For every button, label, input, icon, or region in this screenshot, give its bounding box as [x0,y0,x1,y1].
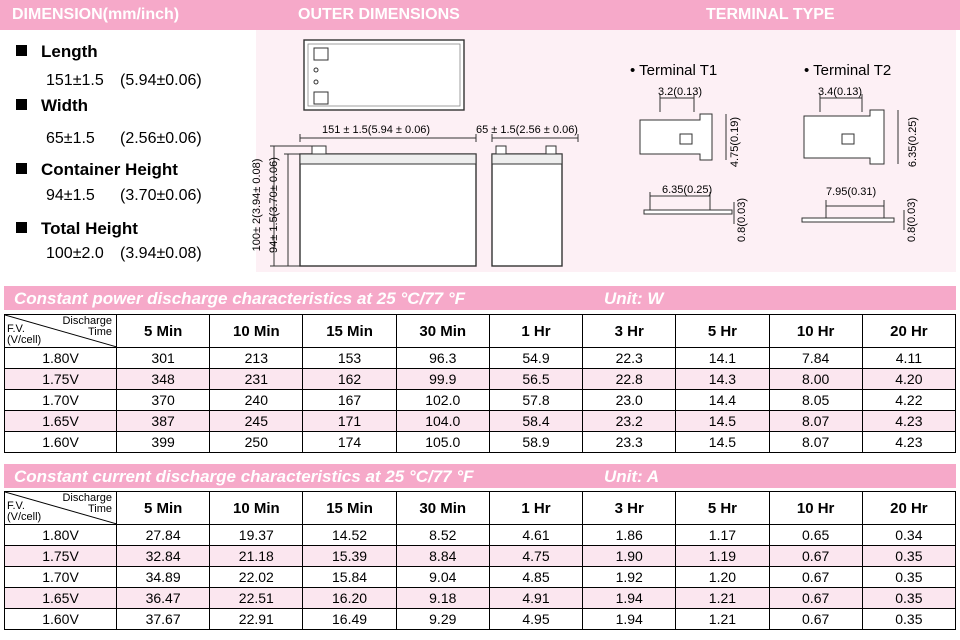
voltage-cell: 1.75V [5,546,117,567]
table-row [5,525,956,546]
value-cell: 58.9 [489,432,582,453]
value-cell: 231 [210,369,303,390]
value-cell: 99.9 [396,369,489,390]
value-cell: 14.5 [676,411,769,432]
terminal-t2-thickness: 0.8(0.03) [906,197,918,243]
corner-discharge-time-label: Discharge Time [62,315,112,338]
value-cell: 14.52 [303,525,396,546]
value-cell: 0.67 [769,609,862,630]
column-header: 10 Min [210,492,303,525]
length-inch: (5.94±0.06) [120,72,202,89]
column-header: 1 Hr [489,315,582,348]
value-cell: 0.65 [769,525,862,546]
corner-discharge-time-label: Discharge Time [62,492,112,515]
power-section-bar [4,286,956,310]
value-cell: 1.92 [583,567,676,588]
value-cell: 37.67 [117,609,210,630]
value-cell: 387 [117,411,210,432]
container-height-spec [16,160,178,180]
value-cell: 57.8 [489,390,582,411]
value-cell: 1.90 [583,546,676,567]
value-cell: 105.0 [396,432,489,453]
value-cell: 4.75 [489,546,582,567]
value-cell: 8.00 [769,369,862,390]
width-label: Width [41,96,89,115]
corner-final-voltage-label: F.V. (V/cell) [7,323,42,346]
value-cell: 7.84 [769,348,862,369]
value-cell: 4.95 [489,609,582,630]
table-row [5,567,956,588]
value-cell: 54.9 [489,348,582,369]
value-cell: 21.18 [210,546,303,567]
value-cell: 15.84 [303,567,396,588]
value-cell: 27.84 [117,525,210,546]
terminal-t1-height: 4.75(0.19) [729,116,741,168]
terminal-t2-width: 3.4(0.13) [818,86,863,98]
total-height-label: Total Height [41,219,138,238]
value-cell: 104.0 [396,411,489,432]
value-cell: 0.67 [769,588,862,609]
value-cell: 174 [303,432,396,453]
value-cell: 14.5 [676,432,769,453]
value-cell: 102.0 [396,390,489,411]
value-cell: 167 [303,390,396,411]
value-cell: 0.35 [862,588,955,609]
terminal-t1-thickness: 0.8(0.03) [736,197,748,243]
value-cell: 4.85 [489,567,582,588]
value-cell: 22.8 [583,369,676,390]
value-cell: 250 [210,432,303,453]
container-height-label: Container Height [41,160,178,179]
width-inch: (2.56±0.06) [120,130,202,147]
value-cell: 22.51 [210,588,303,609]
value-cell: 16.49 [303,609,396,630]
width-mm: 65±1.5 [46,130,95,147]
value-cell: 23.2 [583,411,676,432]
column-header: 15 Min [303,315,396,348]
column-header: 10 Min [210,315,303,348]
column-header: 3 Hr [583,492,676,525]
outer-width-label: 65 ± 1.5(2.56 ± 0.06) [476,124,578,136]
power-section-title: Constant power discharge characteristics at 25 °C/77 °F [14,289,466,308]
column-header: 1 Hr [489,492,582,525]
value-cell: 4.23 [862,432,955,453]
table-corner-cell [5,492,117,525]
value-cell: 4.20 [862,369,955,390]
value-cell: 0.35 [862,567,955,588]
value-cell: 22.3 [583,348,676,369]
value-cell: 8.07 [769,432,862,453]
value-cell: 1.21 [676,588,769,609]
value-cell: 348 [117,369,210,390]
voltage-cell: 1.60V [5,609,117,630]
value-cell: 1.86 [583,525,676,546]
terminal-t2-bottom-width: 7.95(0.31) [826,186,877,198]
container-height-mm: 94±1.5 [46,187,95,204]
value-cell: 399 [117,432,210,453]
value-cell: 1.20 [676,567,769,588]
terminal-t1-width: 3.2(0.13) [658,86,703,98]
outer-length-label: 151 ± 1.5(5.94 ± 0.06) [322,124,431,136]
total-height-spec [16,219,138,239]
dimension-heading: DIMENSION(mm/inch) [12,6,180,23]
column-header: 3 Hr [583,315,676,348]
value-cell: 9.18 [396,588,489,609]
value-cell: 96.3 [396,348,489,369]
voltage-cell: 1.80V [5,348,117,369]
value-cell: 14.1 [676,348,769,369]
value-cell: 1.94 [583,609,676,630]
value-cell: 22.02 [210,567,303,588]
table-row [5,348,956,369]
table-row [5,369,956,390]
power-discharge-table [4,314,956,453]
column-header: 10 Hr [769,315,862,348]
table-row [5,588,956,609]
current-discharge-table [4,491,956,630]
value-cell: 370 [117,390,210,411]
value-cell: 22.91 [210,609,303,630]
value-cell: 1.94 [583,588,676,609]
column-header: 20 Hr [862,315,955,348]
value-cell: 4.61 [489,525,582,546]
column-header: 20 Hr [862,492,955,525]
terminal-type-heading: TERMINAL TYPE [706,6,835,23]
outer-dimensions-heading: OUTER DIMENSIONS [298,6,460,23]
value-cell: 0.67 [769,546,862,567]
value-cell: 8.84 [396,546,489,567]
value-cell: 4.22 [862,390,955,411]
length-spec [16,42,98,62]
width-spec [16,96,88,116]
outer-container-height-label: 94± 1.5(3.70± 0.06) [268,157,280,253]
column-header: 15 Min [303,492,396,525]
terminal-t1-title: • Terminal T1 [630,62,718,79]
value-cell: 36.47 [117,588,210,609]
value-cell: 245 [210,411,303,432]
voltage-cell: 1.60V [5,432,117,453]
value-cell: 171 [303,411,396,432]
value-cell: 4.23 [862,411,955,432]
value-cell: 15.39 [303,546,396,567]
terminal-t2-drawing [800,84,920,254]
terminal-t2-title: • Terminal T2 [804,62,892,79]
value-cell: 14.4 [676,390,769,411]
table-row [5,546,956,567]
value-cell: 213 [210,348,303,369]
total-height-mm: 100±2.0 [46,245,104,262]
length-mm: 151±1.5 [46,72,104,89]
column-header: 30 Min [396,315,489,348]
total-height-inch: (3.94±0.08) [120,245,202,262]
column-header: 5 Min [117,492,210,525]
value-cell: 8.07 [769,411,862,432]
value-cell: 0.35 [862,546,955,567]
value-cell: 34.89 [117,567,210,588]
column-header: 30 Min [396,492,489,525]
table-row [5,411,956,432]
terminal-t1-bottom-width: 6.35(0.25) [662,184,713,196]
outer-total-height-label: 100± 2(3.94± 0.08) [251,158,263,252]
table-header-row [5,315,956,348]
value-cell: 0.34 [862,525,955,546]
terminal-t2-height: 6.35(0.25) [907,116,919,168]
value-cell: 23.3 [583,432,676,453]
value-cell: 0.35 [862,609,955,630]
value-cell: 301 [117,348,210,369]
value-cell: 1.17 [676,525,769,546]
value-cell: 32.84 [117,546,210,567]
table-header-row [5,492,956,525]
value-cell: 1.19 [676,546,769,567]
voltage-cell: 1.75V [5,369,117,390]
current-section-bar [4,464,956,488]
table-row [5,390,956,411]
value-cell: 58.4 [489,411,582,432]
voltage-cell: 1.80V [5,525,117,546]
voltage-cell: 1.70V [5,390,117,411]
value-cell: 9.29 [396,609,489,630]
value-cell: 4.91 [489,588,582,609]
current-section-title: Constant current discharge characteristics at 25 °C/77 °F [14,467,474,486]
header-band [0,0,960,30]
corner-final-voltage-label: F.V. (V/cell) [7,500,42,523]
value-cell: 16.20 [303,588,396,609]
current-section-unit: Unit: A [604,467,660,486]
outer-dimensions-drawing [256,30,586,272]
value-cell: 56.5 [489,369,582,390]
table-row [5,609,956,630]
value-cell: 8.05 [769,390,862,411]
column-header: 5 Min [117,315,210,348]
value-cell: 162 [303,369,396,390]
voltage-cell: 1.65V [5,588,117,609]
value-cell: 8.52 [396,525,489,546]
value-cell: 23.0 [583,390,676,411]
voltage-cell: 1.65V [5,411,117,432]
value-cell: 9.04 [396,567,489,588]
length-label: Length [41,42,98,61]
value-cell: 14.3 [676,369,769,390]
value-cell: 4.11 [862,348,955,369]
power-section-unit: Unit: W [604,289,664,308]
value-cell: 0.67 [769,567,862,588]
column-header: 5 Hr [676,492,769,525]
value-cell: 153 [303,348,396,369]
value-cell: 19.37 [210,525,303,546]
value-cell: 1.21 [676,609,769,630]
table-row [5,432,956,453]
column-header: 5 Hr [676,315,769,348]
value-cell: 240 [210,390,303,411]
table-corner-cell [5,315,117,348]
voltage-cell: 1.70V [5,567,117,588]
column-header: 10 Hr [769,492,862,525]
container-height-inch: (3.70±0.06) [120,187,202,204]
